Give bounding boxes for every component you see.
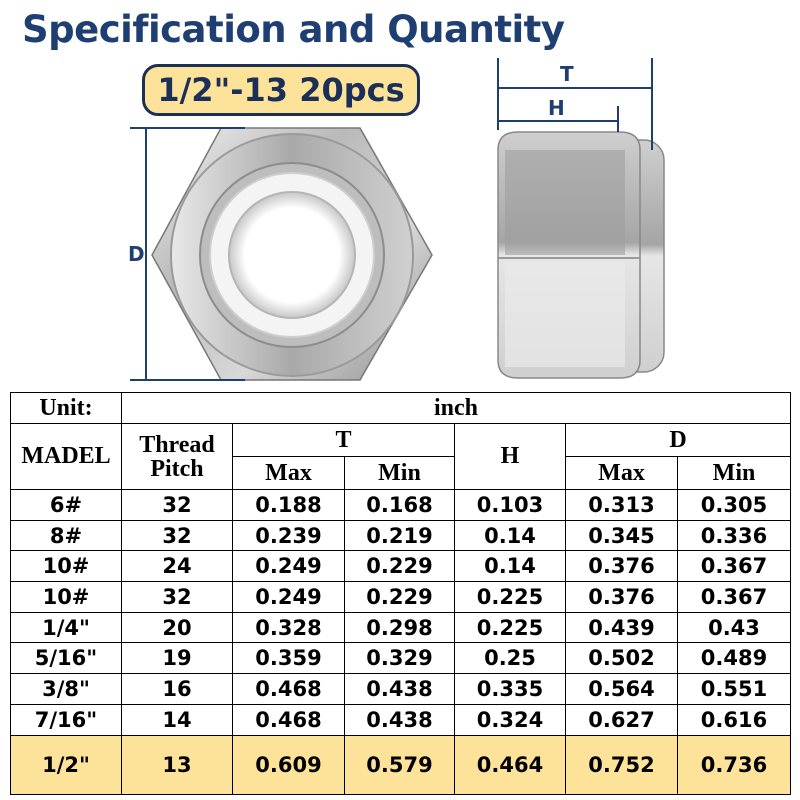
page-title: Specification and Quantity	[22, 8, 565, 51]
model-cell: 8#	[11, 520, 122, 551]
model-cell: 5/16"	[11, 643, 122, 674]
t-header: T	[233, 424, 455, 457]
pitch-cell: 32	[122, 582, 233, 613]
pitch-cell: 32	[122, 520, 233, 551]
dimension-d-label: D	[128, 242, 145, 266]
t-min-cell: 0.298	[345, 612, 455, 643]
thread-pitch-header	[122, 424, 233, 490]
model-cell: 1/2"	[11, 735, 122, 794]
t-max-cell: 0.328	[233, 612, 345, 643]
d-max-cell: 0.564	[566, 674, 678, 705]
table-row	[11, 520, 791, 551]
d-min-cell: 0.305	[678, 490, 791, 521]
d-min-cell: 0.367	[678, 551, 791, 582]
nut-illustration	[0, 0, 800, 390]
t-max-header: Max	[233, 457, 345, 490]
model-cell: 3/8"	[11, 674, 122, 705]
h-cell: 0.14	[455, 551, 566, 582]
table-row-highlighted	[11, 735, 791, 794]
model-cell: 10#	[11, 582, 122, 613]
t-max-cell: 0.239	[233, 520, 345, 551]
t-min-cell: 0.579	[345, 735, 455, 794]
d-max-cell: 0.627	[566, 704, 678, 735]
d-min-cell: 0.616	[678, 704, 791, 735]
nut-front-view	[152, 128, 432, 380]
d-max-cell: 0.376	[566, 551, 678, 582]
unit-label: Unit:	[11, 393, 122, 424]
d-min-header: Min	[678, 457, 791, 490]
t-max-cell: 0.468	[233, 674, 345, 705]
table-row	[11, 582, 791, 613]
t-max-cell: 0.609	[233, 735, 345, 794]
h-header: H	[455, 424, 566, 490]
t-min-cell: 0.329	[345, 643, 455, 674]
table-row	[11, 704, 791, 735]
d-max-cell: 0.313	[566, 490, 678, 521]
d-max-header: Max	[566, 457, 678, 490]
dimension-t-label: T	[560, 62, 574, 86]
specification-table	[10, 392, 791, 795]
thread-header-line2: Pitch	[150, 455, 204, 482]
nut-side-view	[498, 132, 664, 378]
t-min-cell: 0.168	[345, 490, 455, 521]
table-row	[11, 643, 791, 674]
t-max-cell: 0.468	[233, 704, 345, 735]
d-max-cell: 0.376	[566, 582, 678, 613]
t-min-cell: 0.219	[345, 520, 455, 551]
pitch-cell: 16	[122, 674, 233, 705]
t-min-header: Min	[345, 457, 455, 490]
t-min-cell: 0.229	[345, 551, 455, 582]
pitch-cell: 24	[122, 551, 233, 582]
model-header: MADEL	[11, 424, 122, 490]
pitch-cell: 19	[122, 643, 233, 674]
d-max-cell: 0.502	[566, 643, 678, 674]
h-cell: 0.335	[455, 674, 566, 705]
model-cell: 10#	[11, 551, 122, 582]
h-cell: 0.225	[455, 582, 566, 613]
t-min-cell: 0.438	[345, 674, 455, 705]
table-row	[11, 490, 791, 521]
table-row	[11, 551, 791, 582]
d-min-cell: 0.489	[678, 643, 791, 674]
pitch-cell: 14	[122, 704, 233, 735]
h-cell: 0.225	[455, 612, 566, 643]
d-min-cell: 0.43	[678, 612, 791, 643]
d-max-cell: 0.439	[566, 612, 678, 643]
pitch-cell: 13	[122, 735, 233, 794]
d-max-cell: 0.752	[566, 735, 678, 794]
h-cell: 0.14	[455, 520, 566, 551]
unit-row	[11, 393, 791, 424]
model-cell: 6#	[11, 490, 122, 521]
d-min-cell: 0.367	[678, 582, 791, 613]
model-cell: 1/4"	[11, 612, 122, 643]
t-min-cell: 0.229	[345, 582, 455, 613]
t-max-cell: 0.188	[233, 490, 345, 521]
t-max-cell: 0.249	[233, 551, 345, 582]
t-min-cell: 0.438	[345, 704, 455, 735]
dimension-h-label: H	[548, 96, 565, 120]
table-row	[11, 674, 791, 705]
pitch-cell: 32	[122, 490, 233, 521]
quantity-badge: 1/2"-13 20pcs	[142, 64, 420, 116]
h-cell: 0.25	[455, 643, 566, 674]
d-min-cell: 0.336	[678, 520, 791, 551]
t-max-cell: 0.359	[233, 643, 345, 674]
unit-value: inch	[122, 393, 791, 424]
d-max-cell: 0.345	[566, 520, 678, 551]
table-row	[11, 612, 791, 643]
d-header: D	[566, 424, 791, 457]
header-row-1	[11, 424, 791, 457]
model-cell: 7/16"	[11, 704, 122, 735]
d-min-cell: 0.551	[678, 674, 791, 705]
thread-header-line1: Thread	[139, 431, 215, 458]
h-cell: 0.464	[455, 735, 566, 794]
pitch-cell: 20	[122, 612, 233, 643]
h-cell: 0.103	[455, 490, 566, 521]
d-min-cell: 0.736	[678, 735, 791, 794]
h-cell: 0.324	[455, 704, 566, 735]
t-max-cell: 0.249	[233, 582, 345, 613]
